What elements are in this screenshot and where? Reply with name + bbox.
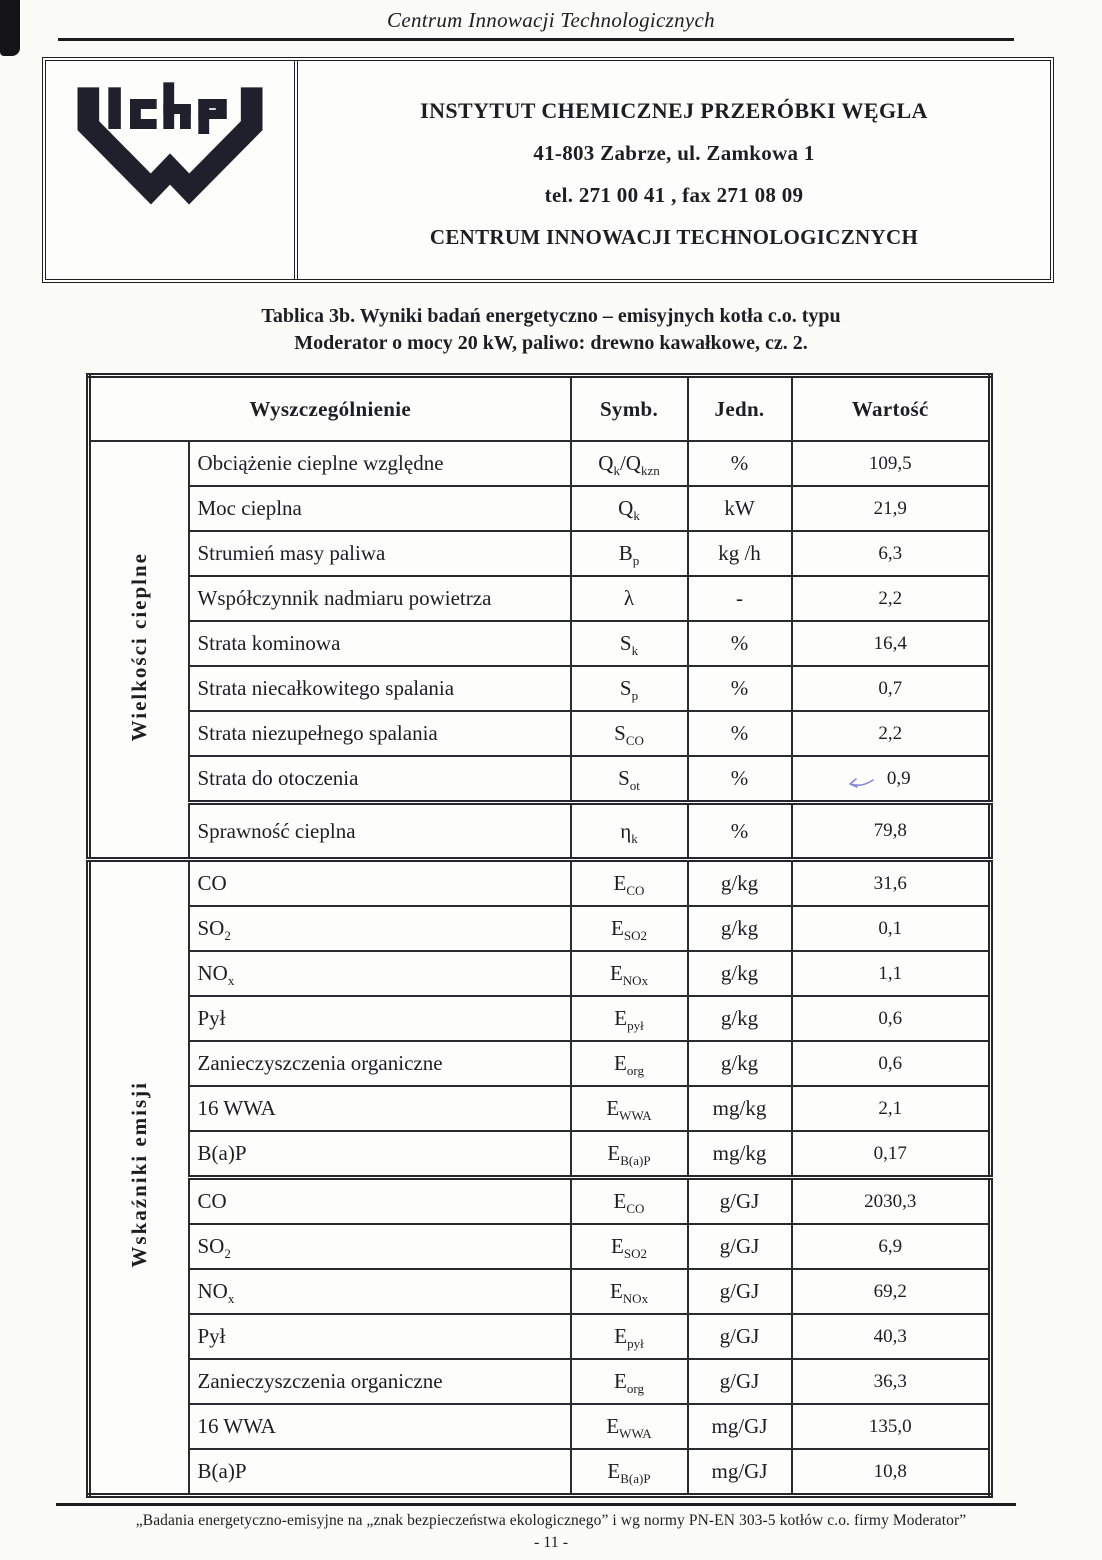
- cell-value: [792, 1131, 991, 1178]
- table-row: [89, 1178, 991, 1225]
- cell-symbol: $E_{org}$: [571, 1359, 688, 1404]
- footer-block: [0, 1503, 1102, 1552]
- cell-name: $NO_x$: [189, 951, 571, 996]
- letterhead-line-3: tel. 271 00 41 , fax 271 08 09: [544, 183, 804, 207]
- letterhead-line-2: 41-803 Zabrze, ul. Zamkowa 1: [533, 141, 815, 165]
- col-header-wartosc: Wartość: [792, 376, 991, 442]
- table-header-row: [89, 376, 991, 442]
- cell-value: [792, 1269, 991, 1314]
- cell-symbol: $Q_k/Q_{kzn}$: [571, 441, 688, 486]
- cell-symbol: $E_{pył}$: [571, 996, 688, 1041]
- cell-symbol: $E_{pył}$: [571, 1314, 688, 1359]
- cell-name: $NO_x$: [189, 1269, 571, 1314]
- table-row: [89, 531, 991, 576]
- cell-unit: g/GJ: [688, 1178, 792, 1225]
- table-group-0: [89, 441, 991, 860]
- cell-name: Strata niecałkowitego spalania: [189, 666, 571, 711]
- cell-name: 16 WWA: [189, 1086, 571, 1131]
- cell-symbol: $E_{WWA}$: [571, 1086, 688, 1131]
- cell-symbol: $E_{NOx}$: [571, 951, 688, 996]
- cell-value: [792, 666, 991, 711]
- letterhead-box: [42, 57, 1054, 283]
- cell-symbol: $E_{SO2}$: [571, 906, 688, 951]
- cell-name: 16 WWA: [189, 1404, 571, 1449]
- col-header-symb: Symb.: [571, 376, 688, 442]
- cell-name: Zanieczyszczenia organiczne: [189, 1041, 571, 1086]
- cell-symbol: $S_k$: [571, 621, 688, 666]
- cell-value: [792, 1314, 991, 1359]
- table-row: [89, 486, 991, 531]
- cell-value: [792, 576, 991, 621]
- cell-name: Strata kominowa: [189, 621, 571, 666]
- table-row: [89, 1314, 991, 1359]
- cell-unit: g/GJ: [688, 1269, 792, 1314]
- cell-unit: g/kg: [688, 1041, 792, 1086]
- value-text: 0,9: [886, 767, 911, 789]
- table-row: [89, 711, 991, 756]
- group-label: [89, 860, 189, 1496]
- cell-unit: kW: [688, 486, 792, 531]
- cell-symbol: $E_{CO}$: [571, 860, 688, 907]
- cell-name: B(a)P: [189, 1449, 571, 1496]
- cell-value: [792, 951, 991, 996]
- table-row: [89, 906, 991, 951]
- cell-symbol: $B_p$: [571, 531, 688, 576]
- cell-value: [792, 531, 991, 576]
- cell-unit: kg /h: [688, 531, 792, 576]
- cell-name: Pył: [189, 1314, 571, 1359]
- cell-value: [792, 996, 991, 1041]
- cell-unit: mg/kg: [688, 1131, 792, 1178]
- value-text: 0,1: [878, 917, 903, 939]
- cell-unit: %: [688, 666, 792, 711]
- cell-symbol: $E_{org}$: [571, 1041, 688, 1086]
- group-label-text: Wielkości cieplne: [126, 551, 151, 742]
- table-title: [0, 303, 1102, 357]
- value-text: 2,1: [878, 1097, 903, 1119]
- table-head: [89, 376, 991, 442]
- cell-unit: %: [688, 803, 792, 860]
- table-row: [89, 1086, 991, 1131]
- cell-symbol: $Q_k$: [571, 486, 688, 531]
- cell-unit: g/kg: [688, 860, 792, 907]
- value-text: 40,3: [873, 1325, 907, 1347]
- letterhead-text: [298, 61, 1050, 279]
- cell-unit: -: [688, 576, 792, 621]
- table-row: [89, 1269, 991, 1314]
- value-text: 0,17: [873, 1142, 907, 1164]
- letterhead-line-1: INSTYTUT CHEMICZNEJ PRZERÓBKI WĘGLA: [420, 98, 928, 123]
- group-label: [89, 441, 189, 860]
- cell-unit: mg/GJ: [688, 1404, 792, 1449]
- value-text: 1,1: [878, 962, 903, 984]
- cell-value: [792, 486, 991, 531]
- footer-rule: [56, 1503, 1016, 1506]
- header-rule: [58, 38, 1014, 41]
- value-text: 0,7: [878, 677, 903, 699]
- cell-symbol: λ: [571, 576, 688, 621]
- cell-symbol: $E_{NOx}$: [571, 1269, 688, 1314]
- cell-name: Współczynnik nadmiaru powietrza: [189, 576, 571, 621]
- cell-unit: mg/kg: [688, 1086, 792, 1131]
- table-row: [89, 1449, 991, 1496]
- logo-cell: [46, 61, 298, 279]
- cell-name: Strata niezupełnego spalania: [189, 711, 571, 756]
- cell-symbol: $E_{WWA}$: [571, 1404, 688, 1449]
- cell-unit: %: [688, 621, 792, 666]
- cell-symbol: $E_{SO2}$: [571, 1224, 688, 1269]
- table-group-1: [89, 860, 991, 1496]
- cell-value: [792, 1041, 991, 1086]
- footer-note: „Badania energetyczno-emisyjne na „znak bezpieczeństwa ekologicznego” i wg normy PN-EN 303-5 kotłów c.o. firmy Moderator”: [135, 1512, 967, 1529]
- cell-symbol: $E_{CO}$: [571, 1178, 688, 1225]
- ichpw-logo: [70, 75, 270, 233]
- value-text: 31,6: [873, 872, 907, 894]
- letterhead-line-4: CENTRUM INNOWACJI TECHNOLOGICZNYCH: [429, 225, 919, 249]
- cell-value: [792, 1178, 991, 1225]
- cell-value: [792, 1359, 991, 1404]
- cell-name: Sprawność cieplna: [189, 803, 571, 860]
- value-text: 2,2: [878, 722, 903, 744]
- table-row: [89, 951, 991, 996]
- col-header-wyszczegolnienie: Wyszczególnienie: [89, 376, 571, 442]
- table-row: [89, 1041, 991, 1086]
- col-header-jedn: Jedn.: [688, 376, 792, 442]
- results-table: [86, 373, 993, 1498]
- table-row: [89, 996, 991, 1041]
- cell-unit: mg/GJ: [688, 1449, 792, 1496]
- cell-symbol: $\eta_k$: [571, 803, 688, 860]
- table-row: [89, 1359, 991, 1404]
- cell-unit: g/GJ: [688, 1224, 792, 1269]
- table-row: [89, 666, 991, 711]
- table-row: [89, 1404, 991, 1449]
- group-label-text: Wskaźniki emisji: [126, 1081, 151, 1268]
- cell-name: Zanieczyszczenia organiczne: [189, 1359, 571, 1404]
- cell-value: [792, 860, 991, 907]
- value-text: 109,5: [868, 452, 912, 474]
- page-number: - 11 -: [533, 1534, 569, 1551]
- cell-value: [792, 756, 991, 803]
- value-text: 36,3: [873, 1370, 907, 1392]
- cell-name: Strata do otoczenia: [189, 756, 571, 803]
- table-row: [89, 803, 991, 860]
- value-text: 6,9: [878, 1235, 903, 1257]
- cell-symbol: $S_{CO}$: [571, 711, 688, 756]
- cell-name: Strumień masy paliwa: [189, 531, 571, 576]
- cell-unit: g/kg: [688, 996, 792, 1041]
- cell-value: [792, 441, 991, 486]
- cell-unit: g/kg: [688, 951, 792, 996]
- cell-value: [792, 1404, 991, 1449]
- value-text: 0,6: [878, 1007, 903, 1029]
- cell-value: [792, 803, 991, 860]
- cell-value: [792, 1086, 991, 1131]
- pen-mark: [848, 773, 874, 785]
- value-text: 10,8: [873, 1460, 907, 1482]
- cell-unit: %: [688, 756, 792, 803]
- cell-unit: %: [688, 441, 792, 486]
- value-text: 79,8: [873, 820, 907, 841]
- table-row: [89, 756, 991, 803]
- cell-name: Pył: [189, 996, 571, 1041]
- cell-name: $SO_2$: [189, 906, 571, 951]
- cell-unit: g/kg: [688, 906, 792, 951]
- cell-name: B(a)P: [189, 1131, 571, 1178]
- table-title-line-1: Tablica 3b. Wyniki badań energetyczno – emisyjnych kotła c.o. typu: [261, 305, 841, 327]
- cell-symbol: $S_{ot}$: [571, 756, 688, 803]
- cell-name: Moc cieplna: [189, 486, 571, 531]
- table-row: [89, 441, 991, 486]
- value-text: 2030,3: [864, 1190, 917, 1212]
- cell-unit: g/GJ: [688, 1314, 792, 1359]
- cell-name: CO: [189, 860, 571, 907]
- value-text: 69,2: [873, 1280, 907, 1302]
- cell-unit: %: [688, 711, 792, 756]
- cell-symbol: $E_{B(a)P}$: [571, 1449, 688, 1496]
- value-text: 21,9: [873, 497, 907, 519]
- cell-name: CO: [189, 1178, 571, 1225]
- value-text: 135,0: [868, 1415, 912, 1437]
- cell-name: Obciążenie cieplne względne: [189, 441, 571, 486]
- scan-artifact: [0, 0, 20, 56]
- table-row: [89, 1131, 991, 1178]
- cell-value: [792, 711, 991, 756]
- value-text: 2,2: [878, 587, 903, 609]
- table-row: [89, 860, 991, 907]
- value-text: 0,6: [878, 1052, 903, 1074]
- value-text: 16,4: [873, 632, 907, 654]
- cell-unit: g/GJ: [688, 1359, 792, 1404]
- table-title-line-2: Moderator o mocy 20 kW, paliwo: drewno kawałkowe, cz. 2.: [294, 332, 808, 354]
- table-row: [89, 1224, 991, 1269]
- table-row: [89, 621, 991, 666]
- cell-value: [792, 906, 991, 951]
- table-row: [89, 576, 991, 621]
- value-text: 6,3: [878, 542, 903, 564]
- running-header: Centrum Innowacji Technologicznych: [387, 8, 715, 32]
- cell-name: $SO_2$: [189, 1224, 571, 1269]
- cell-value: [792, 1224, 991, 1269]
- cell-value: [792, 621, 991, 666]
- table-wrap: [0, 373, 1102, 1498]
- cell-symbol: $E_{B(a)P}$: [571, 1131, 688, 1178]
- cell-value: [792, 1449, 991, 1496]
- cell-symbol: $S_p$: [571, 666, 688, 711]
